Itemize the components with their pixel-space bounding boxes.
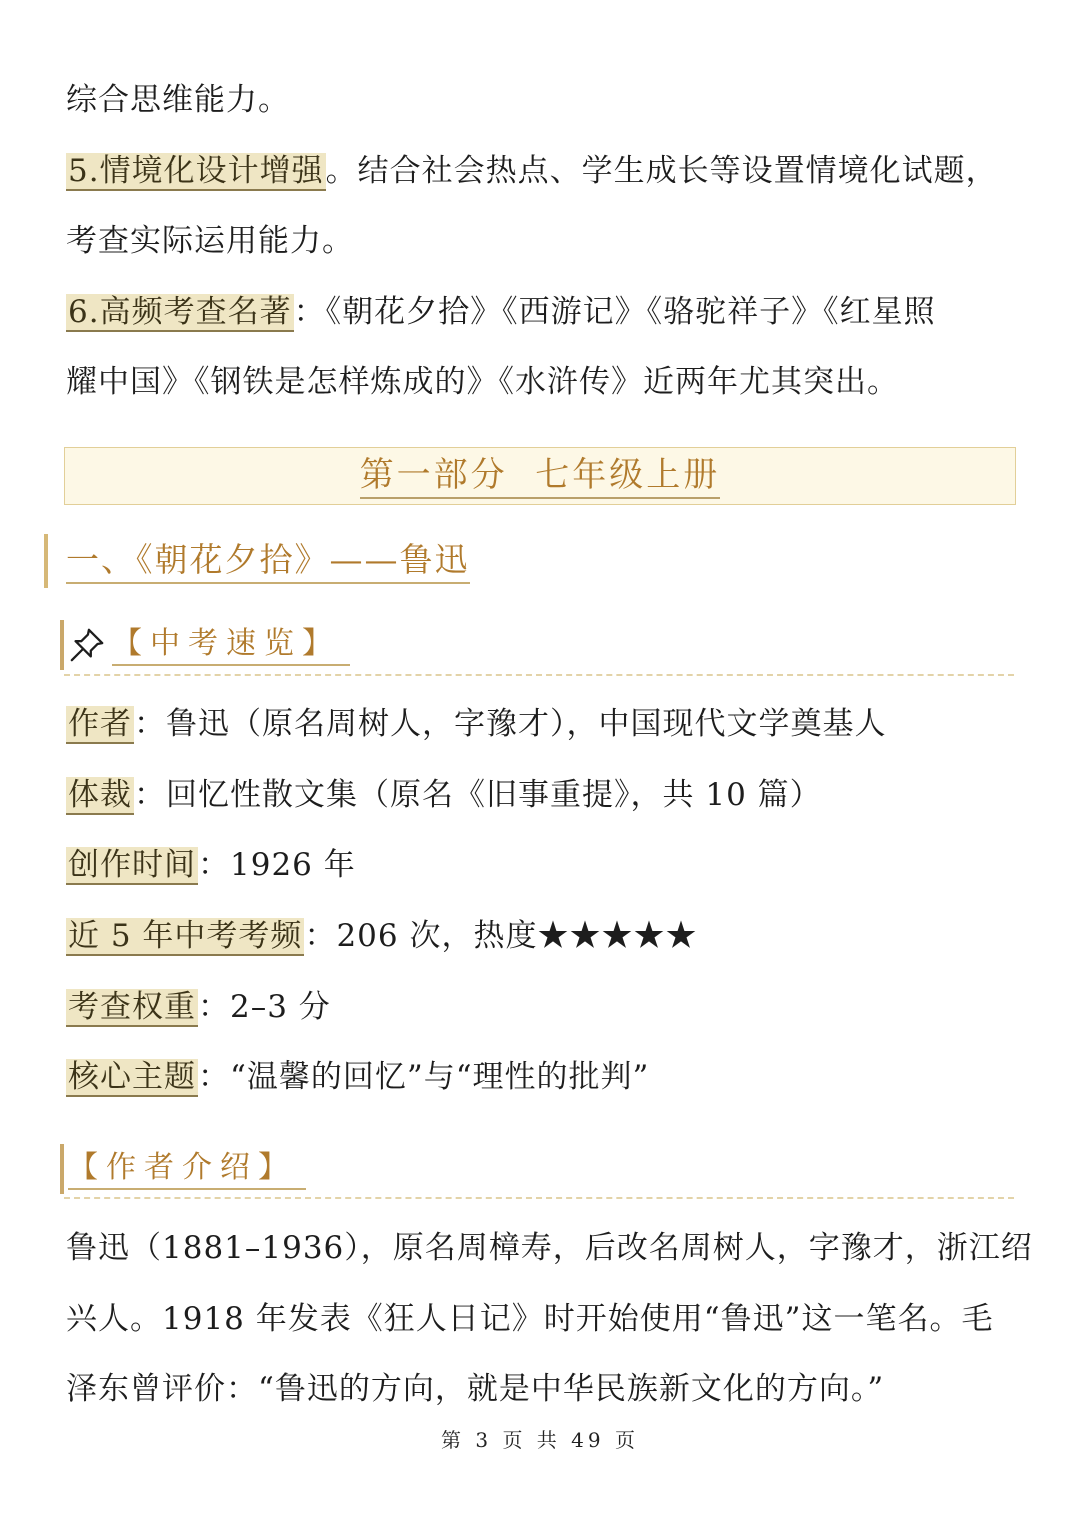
paragraph-line: [66, 1228, 1033, 1268]
intro-item-6-cont: [66, 362, 1026, 402]
item-sep: ：: [198, 989, 230, 1025]
part-title-box: [64, 447, 1016, 505]
item-value: 回忆性散文集（原名《旧事重提》，共 10 篇）: [166, 777, 822, 813]
item-value: “温馨的回忆”与“理性的批判”: [230, 1059, 650, 1095]
item-label: 6.高频考查名著: [68, 294, 292, 330]
item-label: 体裁: [68, 777, 132, 813]
item-label: 考查权重: [68, 989, 196, 1025]
intro-item-5: [66, 151, 1026, 191]
paragraph-line: [66, 1299, 1026, 1339]
item-text: 考查实际运用能力。: [66, 223, 354, 259]
item-sep: ：: [198, 1059, 230, 1095]
intro-item-6: [66, 292, 1026, 332]
item-value: 206 次，热度★★★★★: [336, 918, 698, 954]
item-sep: ：: [198, 847, 230, 883]
overview-item: [66, 775, 1026, 815]
item-label: 创作时间: [68, 847, 196, 883]
page-number: 第 3 页 共 49 页: [441, 1428, 639, 1452]
author-intro-heading-text: 【作者介绍】: [68, 1148, 306, 1190]
overview-item: [66, 987, 1026, 1027]
item-label: 作者: [68, 706, 132, 742]
overview-heading: [60, 620, 350, 670]
section-heading: [44, 534, 470, 588]
overview-heading-text: 【中考速览】: [112, 624, 350, 666]
item-value: 鲁迅（原名周树人，字豫才），中国现代文学奠基人: [166, 706, 887, 742]
divider: [64, 1197, 1014, 1199]
section-title: 一、《朝花夕拾》——鲁迅: [66, 538, 470, 584]
paragraph-text: 鲁迅（1881–1936），原名周樟寿，后改名周树人，字豫才，浙江绍: [66, 1230, 1033, 1266]
item-sep: ：: [134, 706, 166, 742]
item-text: 耀中国》《钢铁是怎样炼成的》《水浒传》近两年尤其突出。: [66, 364, 899, 400]
item-label: 核心主题: [68, 1059, 196, 1095]
item-value: 2–3 分: [230, 989, 331, 1025]
item-label: 近 5 年中考考频: [68, 918, 303, 954]
item-text: ：《朝花夕拾》《西游记》《骆驼祥子》《红星照: [293, 294, 936, 330]
paragraph-text: 泽东曾评价：“鲁迅的方向，就是中华民族新文化的方向。”: [66, 1371, 885, 1407]
part-title: 第一部分 七年级上册: [360, 453, 721, 499]
item-label: 5.情境化设计增强: [68, 153, 324, 189]
item-sep: ：: [134, 777, 166, 813]
paragraph-text: 兴人。1918 年发表《狂人日记》时开始使用“鲁迅”这一笔名。毛: [66, 1301, 994, 1337]
intro-item-5-cont: [66, 221, 1026, 261]
overview-item: [66, 845, 1026, 885]
item-text: 。结合社会热点、学生成长等设置情境化试题，: [325, 153, 998, 189]
divider: [64, 674, 1014, 676]
item-sep: ：: [304, 918, 337, 954]
intro-text: 综合思维能力。: [66, 82, 290, 118]
author-intro-heading: [60, 1144, 306, 1194]
paragraph-line: [66, 1369, 1026, 1409]
overview-item: [66, 916, 1026, 956]
pushpin-icon: [68, 626, 106, 664]
item-value: 1926 年: [230, 847, 356, 883]
intro-line: [66, 80, 1026, 120]
overview-item: [66, 704, 1026, 744]
overview-item: [66, 1057, 1026, 1097]
